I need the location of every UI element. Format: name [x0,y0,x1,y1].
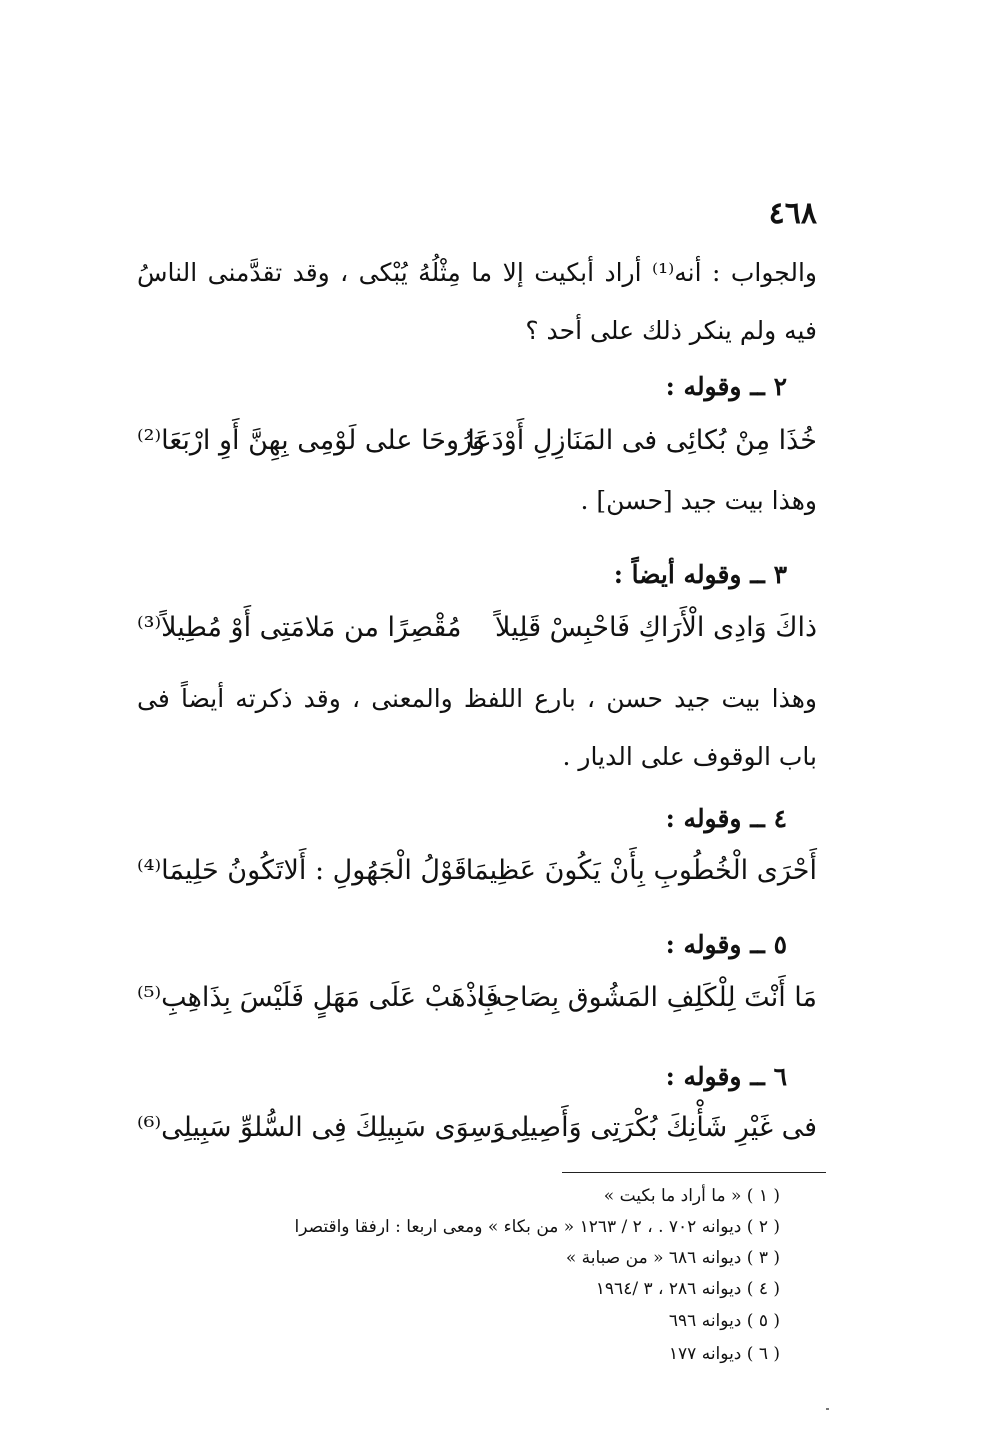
footnote-3: ( ٣ ) ديوانه ٦٨٦ « من صبابة » [565,1248,780,1268]
verse-6-second-hemistich: وَسِوَى سَبِيلِكَ فِى السُّلوِّ سَبِيلِى⁽⁶⁾ [137,1112,506,1143]
verse-4-first-hemistich: أَحْرَى الْخُطُوبِ بِأَنْ يَكُونَ عَظِيمَا [465,855,817,886]
verse-5-first-hemistich: مَا أَنْتَ لِلْكَلِفِ المَشُوق بِصَاحِبِ [476,982,817,1013]
footnote-4: ( ٤ ) ديوانه ٢٨٦ ، ٣ /١٩٦٤ [595,1279,780,1299]
verse-5 [137,982,817,1028]
verse-3-second-hemistich: مُقْصِرًا من مَلامَتِى أَوْ مُطِيلاً⁽³⁾ [137,612,462,643]
item-5-label: ٥ ــ وقوله : [665,930,787,959]
verse-3 [137,612,817,658]
answer-paragraph: والجواب : أنه⁽¹⁾ أراد أبكيت إلا ما مِثْلُهُ يُبْكى ، وقد تقدَّمنى الناسُ فيه ولم ينكر ذلك على أحد ؟ [137,258,818,345]
verse-6 [137,1112,817,1158]
page-number: ٤٦٨ [768,196,817,231]
verse-5-second-hemistich: فَاذْهَبْ عَلَى مَهَلٍ فَلَيْسَ بِذَاهِبِ⁽⁵⁾ [137,982,499,1013]
footnote-6: ( ٦ ) ديوانه ١٧٧ [668,1344,780,1364]
scan-speck [826,1408,829,1410]
item-2-label: ٢ ــ وقوله : [665,372,787,401]
item-3-label: ٣ ــ وقوله أيضاً : [613,560,787,589]
comment-2: وهذا بيت جيد [حسن] . [580,486,817,515]
verse-2-second-hemistich: وَرُوحَا على لَوْمِى بِهِنَّ أَوِ ارْبَعَا⁽²⁾ [137,425,486,456]
verse-6-first-hemistich: فى غَيْرِ شَأْنِكَ بُكْرَتِى وَأَصِيلِى [498,1112,817,1143]
footnote-2: ( ٢ ) ديوانه ٧٠٢ . ، ٢ / ١٢٦٣ « من بكاء » ومعى اربعا : ارفقا واقتصرا [294,1217,780,1237]
comment-3: وهذا بيت جيد حسن ، بارع اللفظ والمعنى ، وقد ذكرته أيضاً فى باب الوقوف على الديار . [137,684,817,771]
footnote-5: ( ٥ ) ديوانه ٦٩٦ [668,1311,780,1331]
verse-3-first-hemistich: ذاكَ وَادِى الْأَرَاكِ فَاحْبِسْ قَلِيلاً [495,612,817,643]
verse-4 [137,855,817,901]
verse-2-first-hemistich: خُذَا مِنْ بُكائِى فى المَنَازِلِ أَوْدَعَا [467,425,817,456]
footnote-1: ( ١ ) « ما أراد ما بكيت » [603,1186,780,1206]
footnote-separator [562,1172,826,1173]
item-4-label: ٤ ــ وقوله : [665,804,787,833]
item-6-label: ٦ ــ وقوله : [665,1062,787,1091]
verse-2 [137,425,817,471]
verse-4-second-hemistich: قَوْلُ الْجَهُولِ : أَلاتَكُونُ حَلِيمَا⁽⁴⁾ [137,855,467,886]
